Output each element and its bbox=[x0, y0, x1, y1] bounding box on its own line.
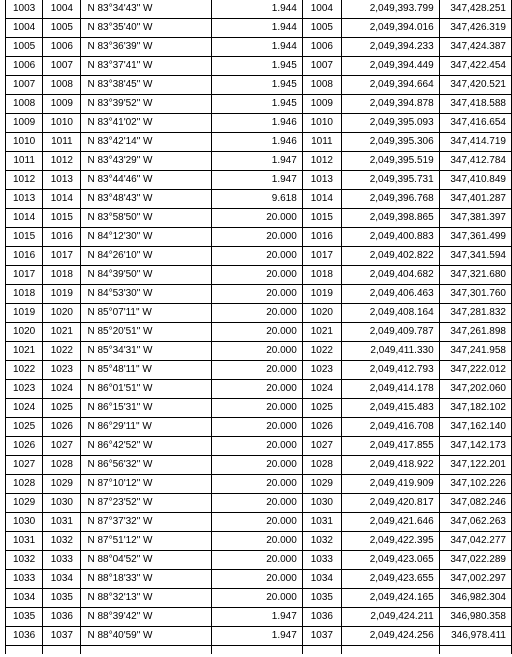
table-row bbox=[6, 152, 512, 171]
bearing-cell: N 83°44'46" W bbox=[81, 171, 212, 190]
point-number-cell: 1014 bbox=[302, 190, 341, 209]
easting-cell: 347,410.849 bbox=[439, 171, 511, 190]
table-row bbox=[6, 323, 512, 342]
to-point-cell: 1036 bbox=[43, 608, 81, 627]
easting-cell: 347,341.594 bbox=[439, 247, 511, 266]
point-number-cell: 1020 bbox=[302, 304, 341, 323]
table-row bbox=[6, 570, 512, 589]
table-row bbox=[6, 532, 512, 551]
point-number-cell: 1030 bbox=[302, 494, 341, 513]
table-row bbox=[6, 190, 512, 209]
table-row bbox=[6, 608, 512, 627]
distance-cell: 20.000 bbox=[212, 437, 302, 456]
distance-cell: 1.945 bbox=[212, 76, 302, 95]
point-number-cell: 1026 bbox=[302, 418, 341, 437]
northing-cell: 2,049,422.395 bbox=[341, 532, 439, 551]
distance-cell: 20.000 bbox=[212, 570, 302, 589]
table-row bbox=[6, 418, 512, 437]
bearing-cell: N 85°07'11" W bbox=[81, 304, 212, 323]
to-point-cell: 1021 bbox=[43, 323, 81, 342]
bearing-cell: N 84°39'50" W bbox=[81, 266, 212, 285]
empty-cell bbox=[81, 646, 212, 655]
empty-cell bbox=[302, 646, 341, 655]
bearing-cell: N 83°34'43" W bbox=[81, 0, 212, 19]
bearing-cell: N 88°32'13" W bbox=[81, 589, 212, 608]
to-point-cell: 1025 bbox=[43, 399, 81, 418]
empty-cell bbox=[212, 646, 302, 655]
easting-cell: 347,420.521 bbox=[439, 76, 511, 95]
table-row bbox=[6, 399, 512, 418]
table-row-partial bbox=[6, 646, 512, 655]
northing-cell: 2,049,406.463 bbox=[341, 285, 439, 304]
from-point-cell: 1025 bbox=[6, 418, 43, 437]
to-point-cell: 1020 bbox=[43, 304, 81, 323]
easting-cell: 346,980.358 bbox=[439, 608, 511, 627]
from-point-cell: 1034 bbox=[6, 589, 43, 608]
bearing-cell: N 83°37'41" W bbox=[81, 57, 212, 76]
northing-cell: 2,049,395.731 bbox=[341, 171, 439, 190]
table-row bbox=[6, 361, 512, 380]
distance-cell: 1.947 bbox=[212, 152, 302, 171]
northing-cell: 2,049,416.708 bbox=[341, 418, 439, 437]
northing-cell: 2,049,395.306 bbox=[341, 133, 439, 152]
bearing-cell: N 83°41'02" W bbox=[81, 114, 212, 133]
empty-cell bbox=[43, 646, 81, 655]
bearing-cell: N 84°12'30" W bbox=[81, 228, 212, 247]
point-number-cell: 1018 bbox=[302, 266, 341, 285]
point-number-cell: 1027 bbox=[302, 437, 341, 456]
easting-cell: 347,122.201 bbox=[439, 456, 511, 475]
from-point-cell: 1019 bbox=[6, 304, 43, 323]
point-number-cell: 1008 bbox=[302, 76, 341, 95]
from-point-cell: 1011 bbox=[6, 152, 43, 171]
point-number-cell: 1029 bbox=[302, 475, 341, 494]
from-point-cell: 1032 bbox=[6, 551, 43, 570]
distance-cell: 1.947 bbox=[212, 608, 302, 627]
from-point-cell: 1005 bbox=[6, 38, 43, 57]
distance-cell: 1.946 bbox=[212, 114, 302, 133]
bearing-cell: N 83°38'45" W bbox=[81, 76, 212, 95]
northing-cell: 2,049,423.065 bbox=[341, 551, 439, 570]
distance-cell: 20.000 bbox=[212, 494, 302, 513]
bearing-cell: N 85°34'31" W bbox=[81, 342, 212, 361]
table-row bbox=[6, 209, 512, 228]
distance-cell: 1.944 bbox=[212, 19, 302, 38]
distance-cell: 20.000 bbox=[212, 304, 302, 323]
easting-cell: 347,241.958 bbox=[439, 342, 511, 361]
easting-cell: 347,261.898 bbox=[439, 323, 511, 342]
point-number-cell: 1033 bbox=[302, 551, 341, 570]
table-row bbox=[6, 0, 512, 19]
from-point-cell: 1021 bbox=[6, 342, 43, 361]
easting-cell: 347,281.832 bbox=[439, 304, 511, 323]
empty-cell bbox=[6, 646, 43, 655]
northing-cell: 2,049,394.016 bbox=[341, 19, 439, 38]
northing-cell: 2,049,421.646 bbox=[341, 513, 439, 532]
easting-cell: 347,142.173 bbox=[439, 437, 511, 456]
to-point-cell: 1019 bbox=[43, 285, 81, 304]
point-number-cell: 1036 bbox=[302, 608, 341, 627]
from-point-cell: 1031 bbox=[6, 532, 43, 551]
from-point-cell: 1023 bbox=[6, 380, 43, 399]
northing-cell: 2,049,404.682 bbox=[341, 266, 439, 285]
point-number-cell: 1032 bbox=[302, 532, 341, 551]
northing-cell: 2,049,414.178 bbox=[341, 380, 439, 399]
from-point-cell: 1010 bbox=[6, 133, 43, 152]
distance-cell: 1.944 bbox=[212, 38, 302, 57]
distance-cell: 1.944 bbox=[212, 0, 302, 19]
from-point-cell: 1015 bbox=[6, 228, 43, 247]
to-point-cell: 1034 bbox=[43, 570, 81, 589]
point-number-cell: 1005 bbox=[302, 19, 341, 38]
northing-cell: 2,049,417.855 bbox=[341, 437, 439, 456]
easting-cell: 347,381.397 bbox=[439, 209, 511, 228]
easting-cell: 347,202.060 bbox=[439, 380, 511, 399]
distance-cell: 9.618 bbox=[212, 190, 302, 209]
easting-cell: 347,002.297 bbox=[439, 570, 511, 589]
table-row bbox=[6, 456, 512, 475]
from-point-cell: 1014 bbox=[6, 209, 43, 228]
easting-cell: 347,412.784 bbox=[439, 152, 511, 171]
to-point-cell: 1004 bbox=[43, 0, 81, 19]
northing-cell: 2,049,396.768 bbox=[341, 190, 439, 209]
to-point-cell: 1011 bbox=[43, 133, 81, 152]
northing-cell: 2,049,394.233 bbox=[341, 38, 439, 57]
to-point-cell: 1030 bbox=[43, 494, 81, 513]
from-point-cell: 1026 bbox=[6, 437, 43, 456]
table-row bbox=[6, 95, 512, 114]
northing-cell: 2,049,409.787 bbox=[341, 323, 439, 342]
point-number-cell: 1022 bbox=[302, 342, 341, 361]
northing-cell: 2,049,424.211 bbox=[341, 608, 439, 627]
bearing-cell: N 83°35'40" W bbox=[81, 19, 212, 38]
to-point-cell: 1007 bbox=[43, 57, 81, 76]
northing-cell: 2,049,420.817 bbox=[341, 494, 439, 513]
from-point-cell: 1036 bbox=[6, 627, 43, 646]
bearing-cell: N 88°40'59" W bbox=[81, 627, 212, 646]
easting-cell: 347,082.246 bbox=[439, 494, 511, 513]
point-number-cell: 1024 bbox=[302, 380, 341, 399]
from-point-cell: 1029 bbox=[6, 494, 43, 513]
table-row bbox=[6, 304, 512, 323]
easting-cell: 347,426.319 bbox=[439, 19, 511, 38]
table-row bbox=[6, 19, 512, 38]
point-number-cell: 1015 bbox=[302, 209, 341, 228]
bearing-cell: N 86°01'51" W bbox=[81, 380, 212, 399]
easting-cell: 347,428.251 bbox=[439, 0, 511, 19]
easting-cell: 346,982.304 bbox=[439, 589, 511, 608]
distance-cell: 1.945 bbox=[212, 57, 302, 76]
table-row bbox=[6, 589, 512, 608]
from-point-cell: 1006 bbox=[6, 57, 43, 76]
to-point-cell: 1027 bbox=[43, 437, 81, 456]
point-number-cell: 1017 bbox=[302, 247, 341, 266]
bearing-cell: N 83°36'39" W bbox=[81, 38, 212, 57]
bearing-cell: N 88°18'33" W bbox=[81, 570, 212, 589]
distance-cell: 20.000 bbox=[212, 323, 302, 342]
from-point-cell: 1004 bbox=[6, 19, 43, 38]
northing-cell: 2,049,408.164 bbox=[341, 304, 439, 323]
table-row bbox=[6, 551, 512, 570]
to-point-cell: 1028 bbox=[43, 456, 81, 475]
table-row bbox=[6, 437, 512, 456]
northing-cell: 2,049,398.865 bbox=[341, 209, 439, 228]
point-number-cell: 1007 bbox=[302, 57, 341, 76]
point-number-cell: 1006 bbox=[302, 38, 341, 57]
to-point-cell: 1022 bbox=[43, 342, 81, 361]
distance-cell: 20.000 bbox=[212, 209, 302, 228]
bearing-cell: N 88°04'52" W bbox=[81, 551, 212, 570]
distance-cell: 20.000 bbox=[212, 418, 302, 437]
to-point-cell: 1029 bbox=[43, 475, 81, 494]
northing-cell: 2,049,400.883 bbox=[341, 228, 439, 247]
table-row bbox=[6, 513, 512, 532]
bearing-cell: N 86°15'31" W bbox=[81, 399, 212, 418]
point-number-cell: 1023 bbox=[302, 361, 341, 380]
easting-cell: 347,361.499 bbox=[439, 228, 511, 247]
easting-cell: 347,422.454 bbox=[439, 57, 511, 76]
table-row bbox=[6, 171, 512, 190]
to-point-cell: 1023 bbox=[43, 361, 81, 380]
empty-cell bbox=[341, 646, 439, 655]
bearing-cell: N 87°37'32" W bbox=[81, 513, 212, 532]
to-point-cell: 1009 bbox=[43, 95, 81, 114]
easting-cell: 347,222.012 bbox=[439, 361, 511, 380]
easting-cell: 347,102.226 bbox=[439, 475, 511, 494]
from-point-cell: 1009 bbox=[6, 114, 43, 133]
from-point-cell: 1003 bbox=[6, 0, 43, 19]
easting-cell: 347,182.102 bbox=[439, 399, 511, 418]
point-number-cell: 1025 bbox=[302, 399, 341, 418]
from-point-cell: 1028 bbox=[6, 475, 43, 494]
to-point-cell: 1033 bbox=[43, 551, 81, 570]
northing-cell: 2,049,423.655 bbox=[341, 570, 439, 589]
bearing-cell: N 87°10'12" W bbox=[81, 475, 212, 494]
northing-cell: 2,049,424.256 bbox=[341, 627, 439, 646]
from-point-cell: 1018 bbox=[6, 285, 43, 304]
distance-cell: 20.000 bbox=[212, 380, 302, 399]
table-row bbox=[6, 57, 512, 76]
to-point-cell: 1012 bbox=[43, 152, 81, 171]
distance-cell: 20.000 bbox=[212, 551, 302, 570]
distance-cell: 20.000 bbox=[212, 228, 302, 247]
bearing-cell: N 83°48'43" W bbox=[81, 190, 212, 209]
traverse-coordinate-table bbox=[5, 0, 512, 654]
table-row bbox=[6, 380, 512, 399]
point-number-cell: 1004 bbox=[302, 0, 341, 19]
to-point-cell: 1018 bbox=[43, 266, 81, 285]
easting-cell: 347,062.263 bbox=[439, 513, 511, 532]
from-point-cell: 1007 bbox=[6, 76, 43, 95]
northing-cell: 2,049,418.922 bbox=[341, 456, 439, 475]
table-row bbox=[6, 342, 512, 361]
bearing-cell: N 85°20'51" W bbox=[81, 323, 212, 342]
northing-cell: 2,049,402.822 bbox=[341, 247, 439, 266]
bearing-cell: N 85°48'11" W bbox=[81, 361, 212, 380]
from-point-cell: 1035 bbox=[6, 608, 43, 627]
easting-cell: 347,042.277 bbox=[439, 532, 511, 551]
easting-cell: 347,022.289 bbox=[439, 551, 511, 570]
distance-cell: 1.945 bbox=[212, 95, 302, 114]
from-point-cell: 1033 bbox=[6, 570, 43, 589]
distance-cell: 20.000 bbox=[212, 513, 302, 532]
point-number-cell: 1021 bbox=[302, 323, 341, 342]
northing-cell: 2,049,394.449 bbox=[341, 57, 439, 76]
from-point-cell: 1013 bbox=[6, 190, 43, 209]
bearing-cell: N 86°42'52" W bbox=[81, 437, 212, 456]
bearing-cell: N 86°29'11" W bbox=[81, 418, 212, 437]
easting-cell: 347,401.287 bbox=[439, 190, 511, 209]
easting-cell: 347,162.140 bbox=[439, 418, 511, 437]
table-row bbox=[6, 285, 512, 304]
northing-cell: 2,049,411.330 bbox=[341, 342, 439, 361]
northing-cell: 2,049,415.483 bbox=[341, 399, 439, 418]
distance-cell: 20.000 bbox=[212, 399, 302, 418]
bearing-cell: N 84°26'10" W bbox=[81, 247, 212, 266]
table-row bbox=[6, 38, 512, 57]
northing-cell: 2,049,419.909 bbox=[341, 475, 439, 494]
point-number-cell: 1034 bbox=[302, 570, 341, 589]
to-point-cell: 1006 bbox=[43, 38, 81, 57]
to-point-cell: 1017 bbox=[43, 247, 81, 266]
to-point-cell: 1031 bbox=[43, 513, 81, 532]
to-point-cell: 1005 bbox=[43, 19, 81, 38]
from-point-cell: 1020 bbox=[6, 323, 43, 342]
to-point-cell: 1013 bbox=[43, 171, 81, 190]
from-point-cell: 1008 bbox=[6, 95, 43, 114]
table-row bbox=[6, 76, 512, 95]
northing-cell: 2,049,395.519 bbox=[341, 152, 439, 171]
from-point-cell: 1022 bbox=[6, 361, 43, 380]
to-point-cell: 1015 bbox=[43, 209, 81, 228]
point-number-cell: 1031 bbox=[302, 513, 341, 532]
table-row bbox=[6, 228, 512, 247]
from-point-cell: 1012 bbox=[6, 171, 43, 190]
table-row bbox=[6, 627, 512, 646]
easting-cell: 347,301.760 bbox=[439, 285, 511, 304]
bearing-cell: N 87°23'52" W bbox=[81, 494, 212, 513]
point-number-cell: 1035 bbox=[302, 589, 341, 608]
northing-cell: 2,049,412.793 bbox=[341, 361, 439, 380]
northing-cell: 2,049,393.799 bbox=[341, 0, 439, 19]
point-number-cell: 1019 bbox=[302, 285, 341, 304]
easting-cell: 347,414.719 bbox=[439, 133, 511, 152]
point-number-cell: 1010 bbox=[302, 114, 341, 133]
point-number-cell: 1011 bbox=[302, 133, 341, 152]
northing-cell: 2,049,394.878 bbox=[341, 95, 439, 114]
point-number-cell: 1028 bbox=[302, 456, 341, 475]
from-point-cell: 1017 bbox=[6, 266, 43, 285]
distance-cell: 20.000 bbox=[212, 589, 302, 608]
to-point-cell: 1037 bbox=[43, 627, 81, 646]
bearing-cell: N 83°43'29" W bbox=[81, 152, 212, 171]
to-point-cell: 1010 bbox=[43, 114, 81, 133]
easting-cell: 346,978.411 bbox=[439, 627, 511, 646]
distance-cell: 20.000 bbox=[212, 361, 302, 380]
bearing-cell: N 84°53'30" W bbox=[81, 285, 212, 304]
from-point-cell: 1030 bbox=[6, 513, 43, 532]
table-row bbox=[6, 114, 512, 133]
northing-cell: 2,049,394.664 bbox=[341, 76, 439, 95]
point-number-cell: 1013 bbox=[302, 171, 341, 190]
northing-cell: 2,049,424.165 bbox=[341, 589, 439, 608]
distance-cell: 20.000 bbox=[212, 456, 302, 475]
point-number-cell: 1016 bbox=[302, 228, 341, 247]
distance-cell: 20.000 bbox=[212, 475, 302, 494]
table-row bbox=[6, 266, 512, 285]
table-row bbox=[6, 133, 512, 152]
distance-cell: 20.000 bbox=[212, 285, 302, 304]
bearing-cell: N 83°42'14" W bbox=[81, 133, 212, 152]
easting-cell: 347,321.680 bbox=[439, 266, 511, 285]
bearing-cell: N 86°56'32" W bbox=[81, 456, 212, 475]
to-point-cell: 1035 bbox=[43, 589, 81, 608]
bearing-cell: N 83°39'52" W bbox=[81, 95, 212, 114]
point-number-cell: 1009 bbox=[302, 95, 341, 114]
from-point-cell: 1016 bbox=[6, 247, 43, 266]
distance-cell: 1.946 bbox=[212, 133, 302, 152]
to-point-cell: 1016 bbox=[43, 228, 81, 247]
to-point-cell: 1014 bbox=[43, 190, 81, 209]
bearing-cell: N 88°39'42" W bbox=[81, 608, 212, 627]
distance-cell: 20.000 bbox=[212, 266, 302, 285]
distance-cell: 20.000 bbox=[212, 342, 302, 361]
northing-cell: 2,049,395.093 bbox=[341, 114, 439, 133]
to-point-cell: 1032 bbox=[43, 532, 81, 551]
point-number-cell: 1037 bbox=[302, 627, 341, 646]
bearing-cell: N 87°51'12" W bbox=[81, 532, 212, 551]
distance-cell: 20.000 bbox=[212, 532, 302, 551]
to-point-cell: 1026 bbox=[43, 418, 81, 437]
easting-cell: 347,416.654 bbox=[439, 114, 511, 133]
point-number-cell: 1012 bbox=[302, 152, 341, 171]
from-point-cell: 1027 bbox=[6, 456, 43, 475]
to-point-cell: 1024 bbox=[43, 380, 81, 399]
easting-cell: 347,424.387 bbox=[439, 38, 511, 57]
from-point-cell: 1024 bbox=[6, 399, 43, 418]
easting-cell: 347,418.588 bbox=[439, 95, 511, 114]
distance-cell: 20.000 bbox=[212, 247, 302, 266]
table-row bbox=[6, 247, 512, 266]
distance-cell: 1.947 bbox=[212, 627, 302, 646]
table-row bbox=[6, 475, 512, 494]
table-row bbox=[6, 494, 512, 513]
bearing-cell: N 83°58'50" W bbox=[81, 209, 212, 228]
empty-cell bbox=[439, 646, 511, 655]
to-point-cell: 1008 bbox=[43, 76, 81, 95]
distance-cell: 1.947 bbox=[212, 171, 302, 190]
